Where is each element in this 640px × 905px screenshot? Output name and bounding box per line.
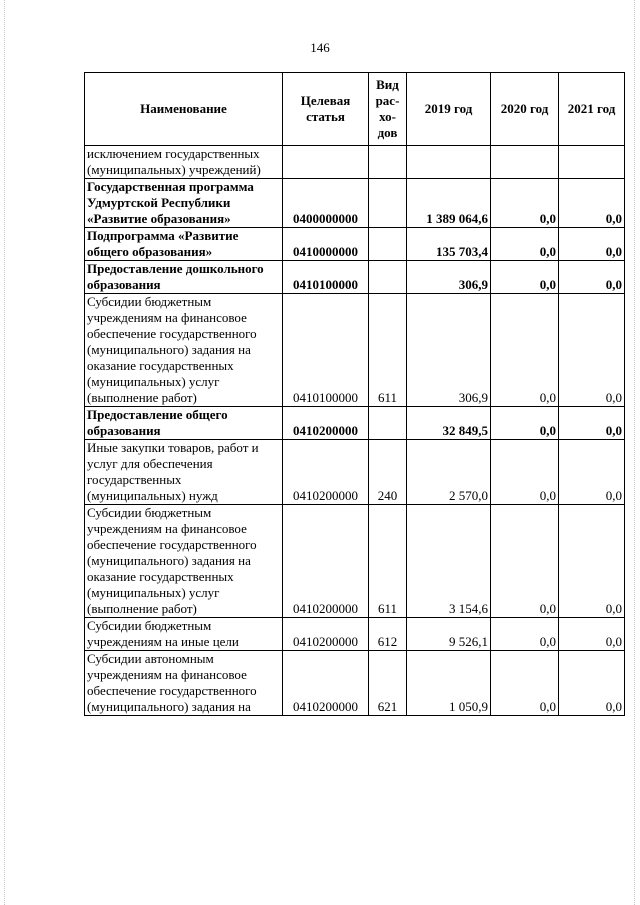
row-2019-cell: 1 389 064,6 — [407, 179, 491, 228]
row-target-article-cell: 0410100000 — [283, 294, 369, 407]
row-2021-cell: 0,0 — [559, 261, 625, 294]
row-2019-cell: 306,9 — [407, 261, 491, 294]
row-target-article-cell: 0410200000 — [283, 407, 369, 440]
table-row — [85, 651, 625, 716]
row-name-cell: Иные закупки товаров, работ и услуг для обеспечения государственных (муниципальных) нужд — [85, 440, 283, 505]
table-row — [85, 146, 625, 179]
table-row — [85, 440, 625, 505]
row-2019-cell: 306,9 — [407, 294, 491, 407]
row-2019-cell: 135 703,4 — [407, 228, 491, 261]
row-expense-type-cell — [369, 407, 407, 440]
row-expense-type-cell: 612 — [369, 618, 407, 651]
row-2021-cell: 0,0 — [559, 618, 625, 651]
row-2019-cell: 2 570,0 — [407, 440, 491, 505]
row-2021-cell: 0,0 — [559, 294, 625, 407]
row-name-cell: Субсидии бюджетным учреждениям на финансовое обеспечение государственного (муниципального) задания на оказание государственных (муниципальных) услуг (выполнение работ) — [85, 505, 283, 618]
table-row — [85, 505, 625, 618]
row-target-article-cell: 0410200000 — [283, 651, 369, 716]
table-header-row — [85, 73, 625, 146]
row-2020-cell — [491, 146, 559, 179]
row-2019-cell — [407, 146, 491, 179]
row-2019-cell: 1 050,9 — [407, 651, 491, 716]
scan-edge-right — [634, 0, 636, 905]
row-expense-type-cell: 611 — [369, 505, 407, 618]
row-name-cell: Подпрограмма «Развитие общего образования» — [85, 228, 283, 261]
row-2020-cell: 0,0 — [491, 261, 559, 294]
row-expense-type-cell: 621 — [369, 651, 407, 716]
row-name-cell: Предоставление общего образования — [85, 407, 283, 440]
row-2020-cell: 0,0 — [491, 294, 559, 407]
row-expense-type-cell — [369, 261, 407, 294]
budget-table — [84, 72, 625, 716]
column-header-2021: 2021 год — [559, 73, 625, 146]
table-row — [85, 407, 625, 440]
row-target-article-cell — [283, 146, 369, 179]
row-2019-cell: 3 154,6 — [407, 505, 491, 618]
row-expense-type-cell — [369, 146, 407, 179]
column-header-2019: 2019 год — [407, 73, 491, 146]
table-row — [85, 179, 625, 228]
row-2020-cell: 0,0 — [491, 440, 559, 505]
row-name-cell: Субсидии автономным учреждениям на финансовое обеспечение государственного (муниципального) задания на — [85, 651, 283, 716]
row-target-article-cell: 0410200000 — [283, 618, 369, 651]
table-row — [85, 261, 625, 294]
row-expense-type-cell: 611 — [369, 294, 407, 407]
row-target-article-cell: 0410200000 — [283, 440, 369, 505]
row-2019-cell: 9 526,1 — [407, 618, 491, 651]
column-header-target-article: Целевая статья — [283, 73, 369, 146]
row-2021-cell: 0,0 — [559, 651, 625, 716]
row-expense-type-cell — [369, 228, 407, 261]
row-2021-cell: 0,0 — [559, 505, 625, 618]
row-2020-cell: 0,0 — [491, 505, 559, 618]
row-2020-cell: 0,0 — [491, 407, 559, 440]
row-target-article-cell: 0410100000 — [283, 261, 369, 294]
column-header-expense-type: Вид рас-хо-дов — [369, 73, 407, 146]
table-row — [85, 228, 625, 261]
table-body — [85, 146, 625, 716]
row-name-cell: Предоставление дошкольного образования — [85, 261, 283, 294]
row-name-cell: исключением государственных (муниципальных) учреждений) — [85, 146, 283, 179]
row-2021-cell — [559, 146, 625, 179]
table-row — [85, 294, 625, 407]
row-expense-type-cell — [369, 179, 407, 228]
scan-edge-left — [4, 0, 6, 905]
row-2020-cell: 0,0 — [491, 651, 559, 716]
row-target-article-cell: 0410200000 — [283, 505, 369, 618]
row-target-article-cell: 0400000000 — [283, 179, 369, 228]
row-name-cell: Государственная программа Удмуртской Республики «Развитие образования» — [85, 179, 283, 228]
row-2020-cell: 0,0 — [491, 228, 559, 261]
column-header-name: Наименование — [85, 73, 283, 146]
row-expense-type-cell: 240 — [369, 440, 407, 505]
row-2020-cell: 0,0 — [491, 179, 559, 228]
column-header-2020: 2020 год — [491, 73, 559, 146]
row-2020-cell: 0,0 — [491, 618, 559, 651]
row-target-article-cell: 0410000000 — [283, 228, 369, 261]
row-2021-cell: 0,0 — [559, 179, 625, 228]
row-2021-cell: 0,0 — [559, 440, 625, 505]
page-number: 146 — [310, 40, 330, 55]
row-2019-cell: 32 849,5 — [407, 407, 491, 440]
table-row — [85, 618, 625, 651]
row-name-cell: Субсидии бюджетным учреждениям на иные цели — [85, 618, 283, 651]
row-2021-cell: 0,0 — [559, 407, 625, 440]
row-name-cell: Субсидии бюджетным учреждениям на финансовое обеспечение государственного (муниципального) задания на оказание государственных (муниципальных) услуг (выполнение работ) — [85, 294, 283, 407]
row-2021-cell: 0,0 — [559, 228, 625, 261]
